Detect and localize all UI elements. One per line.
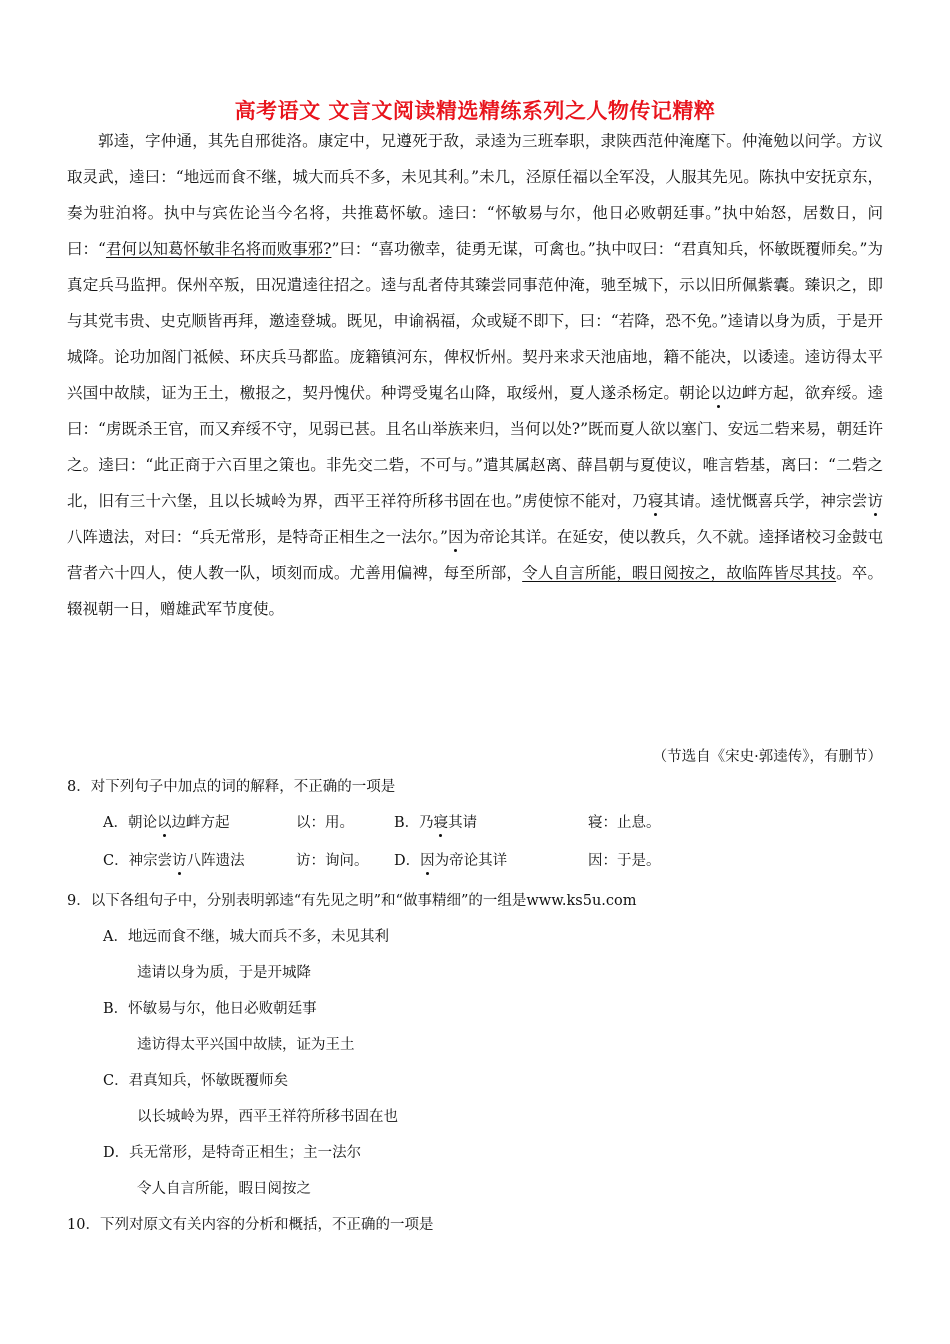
q8-option-a [103,811,229,832]
option-text: 八阵遗法 [186,853,245,869]
dotted-char: 访 [172,853,187,869]
q9-option-b-line1: B．怀敏易与尔，他日必败朝廷事 [103,1001,317,1017]
dotted-char-yin: 因 [447,528,464,546]
underlined-sentence-2: 令人自言所能，暇日阅按之，故临阵皆尽其技 [522,564,837,582]
passage-text: 其请。逵忧慨喜兵学，神宗尝 [663,492,868,510]
passage-text: 为帝论其详。在延安，使以教兵，久不就。逵择诸校习金鼓屯营者六十四人，使人教一队，顷刻而成。尤善用偏裨，每至所部， [67,528,883,582]
dotted-char-qin: 寝 [647,492,664,510]
underlined-sentence-1: 君何以知葛怀敏非名将而败事邪? [105,240,332,258]
option-label: A． [103,815,128,831]
dotted-char: 寝 [433,815,449,831]
q8-option-c-gloss: 访：询问。 [296,853,369,869]
option-label: B． [394,815,420,831]
passage-text: 边衅方起，欲弃绥。逵曰：“虏既杀王官，而又弃绥不守，见弱已甚。且名山举族来归，当何以处?”既而夏人欲以塞门、安远二砦来易，朝廷许之。逵曰：“此正商于六百里之策也。非先交二砦，不可与。”遣其属赵离、薛昌朝与夏使议，唯言砦基，离曰：“二砦之北，旧有三十六堡，且以长城岭为界，西平王祥符所移书固在也。”虏使惊不能对，乃 [67,384,883,510]
dotted-char-yi: 以 [710,384,727,402]
question-9-stem: 9．以下各组句子中，分别表明郭逵“有先见之明”和“做事精细”的一组是www.ks5u.com [67,893,637,909]
dotted-char: 以 [156,815,172,831]
dotted-char-fang: 访 [867,492,883,510]
q9-option-d-line2: 令人自言所能，暇日阅按之 [137,1181,311,1197]
passage-text: 八阵遗法，对曰：“兵无常形，是特奇正相生之一法尔。” [67,528,448,546]
page-title: 高考语文 文言文阅读精选精练系列之人物传记精粹 [234,99,716,123]
q9-option-a-line2: 逵请以身为质，于是开城降 [137,965,311,981]
option-text: 朝论 [127,815,157,831]
passage-text: ”曰：“喜功徼幸，徒勇无谋，可禽也。”执中叹曰：“君真知兵，怀敏既覆师矣。”为真定兵马监押。保州卒叛，田况遣逵往招之。逵与乱者侍其臻尝同事范仲淹，驰至城下，示以旧所佩紫囊。臻识之，即与其党韦贵、史克顺皆再拜，邀逵登城。既见，申谕祸福，众或疑不即下，曰：“若降，恐不免。”逵请以身为质，于是开城降。论功加阁门祗候、环庆兵马都监。庞籍镇河东，俾权忻州。契丹来求天池庙地，籍不能决，以诿逵。逵访得太平兴国中故牍，证为王土，檄报之，契丹愧伏。种谔受嵬名山降，取绥州，夏人遂杀杨定。朝论 [67,240,883,402]
option-text: 神宗尝 [128,853,173,869]
option-text: 为帝论其详 [434,853,508,869]
q9-option-d-line1: D．兵无常形，是特奇正相生；主一法尔 [103,1145,362,1161]
q8-option-d [394,849,507,870]
option-text: 乃 [419,815,434,831]
option-label: D． [394,853,421,869]
passage-text: 。卒。辍视朝一日，赠雄武军节度使。 [67,564,883,618]
passage-text: 郭逵，字仲通，其先自邢徙洛。康定中，兄遵死于敌，录逵为三班奉职，隶陕西范仲淹麾下。仲淹勉以问学。方议取灵武，逵曰：“地远而食不继，城大而兵不多，未见其利。”未几，泾原任福以全军没，人服其先见。陈执中安抚京东，奏为驻泊将。执中与宾佐论当今名将，共推葛怀敏。逵曰：“怀敏易与尔，他日必败朝廷事。”执中始怒，居数日，问曰：“ [67,132,883,258]
question-8-stem: 8．对下列句子中加点的词的解释，不正确的一项是 [67,779,396,795]
source-citation: （节选自《宋史·郭逵传》，有删节） [652,749,882,765]
q9-option-a-line1: A．地远而食不继，城大而兵不多，未见其利 [103,929,389,945]
passage [67,123,883,627]
dotted-char: 因 [420,853,435,869]
option-text: 其请 [448,815,478,831]
q8-option-b-gloss: 寝：止息。 [588,815,661,831]
question-10-stem: 10．下列对原文有关内容的分析和概括，不正确的一项是 [67,1217,434,1233]
q8-option-d-gloss: 因：于是。 [588,853,661,869]
q9-option-c-line2: 以长城岭为界，西平王祥符所移书固在也 [137,1109,398,1125]
q8-option-c [103,849,245,870]
option-text: 边衅方起 [171,815,230,831]
q8-option-a-gloss: 以：用。 [296,815,354,831]
q8-option-b [394,811,477,832]
q9-option-b-line2: 逵访得太平兴国中故牍，证为王土 [137,1037,355,1053]
q9-option-c-line1: C．君真知兵，怀敏既覆师矣 [103,1073,289,1089]
option-label: C． [103,853,129,869]
